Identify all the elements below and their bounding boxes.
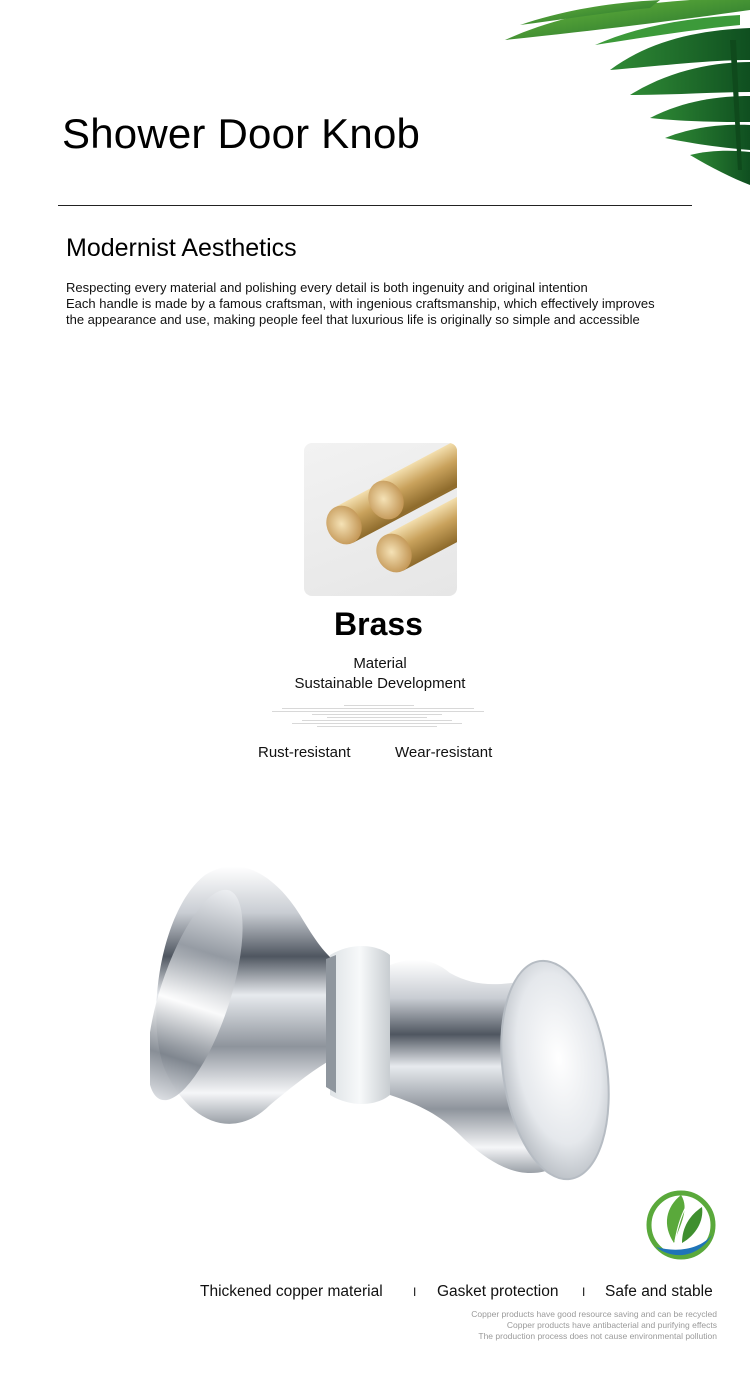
brass-material-image <box>304 443 457 596</box>
material-tagline: Sustainable Development <box>294 675 466 692</box>
note-line-1: Copper products have good resource saving and can be recycled <box>471 1309 717 1319</box>
feature-wear-resistant: Wear-resistant <box>395 744 493 761</box>
title-divider <box>58 205 692 206</box>
note-line-3: The production process does not cause environmental pollution <box>478 1331 717 1341</box>
fine-print-decoration <box>272 704 484 730</box>
palm-leaves-icon <box>500 0 750 190</box>
benefit-safe-stable: Safe and stable <box>605 1283 713 1300</box>
material-name: Brass <box>334 606 423 642</box>
feature-rust-resistant: Rust-resistant <box>258 744 351 761</box>
benefit-gasket-protection: Gasket protection <box>437 1283 559 1300</box>
benefit-separator: I <box>413 1285 417 1299</box>
section-subtitle: Modernist Aesthetics <box>66 234 297 262</box>
intro-line-2: Each handle is made by a famous craftsman, with ingenious craftsmanship, which effectively improves <box>66 296 655 311</box>
benefit-separator: I <box>582 1285 586 1299</box>
benefit-thickened-copper: Thickened copper material <box>200 1283 383 1300</box>
material-label: Material <box>353 655 407 672</box>
intro-line-3: the appearance and use, making people feel that luxurious life is originally so simple and accessible <box>66 312 640 327</box>
eco-leaf-icon <box>644 1185 719 1263</box>
page-title: Shower Door Knob <box>62 110 421 157</box>
chrome-knob-icon <box>150 855 615 1200</box>
intro-line-1: Respecting every material and polishing every detail is both ingenuity and original intention <box>66 280 588 295</box>
brass-rods-icon <box>304 443 457 596</box>
note-line-2: Copper products have antibacterial and purifying effects <box>506 1320 717 1330</box>
